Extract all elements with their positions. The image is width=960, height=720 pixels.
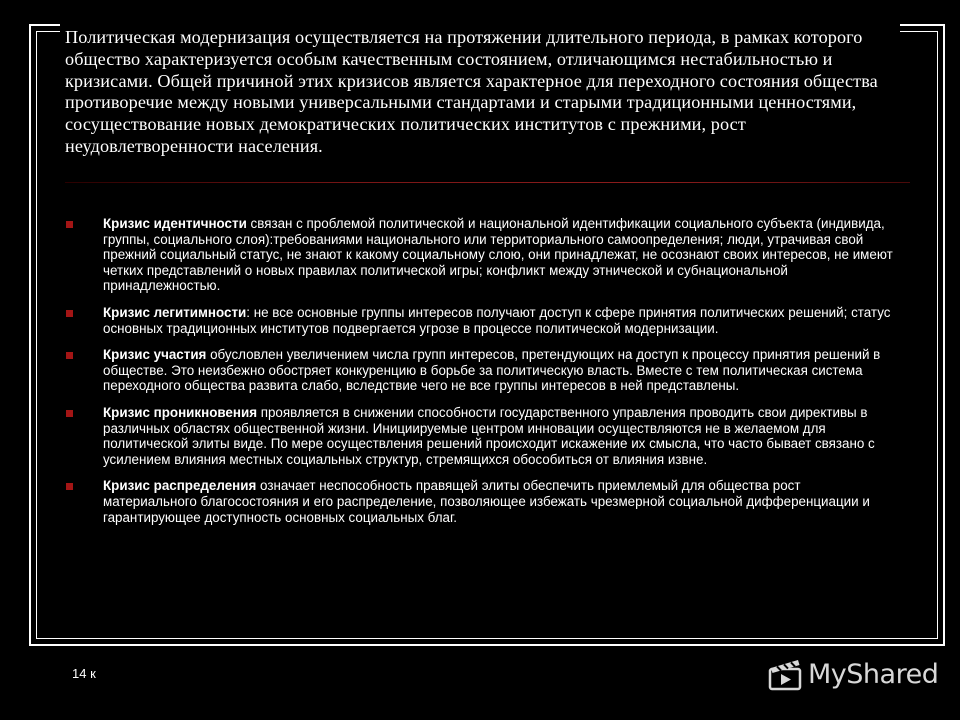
bullet-text: обусловлен увеличением числа групп интересов, претендующих на доступ к процессу принятия решений в обществе. Это неизбежно обостряет конкуренцию в борьбе за политическую власть. Вместе с тем политическая система переходного общества развита слабо, вследствие чего не все группы интересов в ней представлены. (103, 347, 881, 394)
slide-title: Политическая модернизация осуществляется на протяжении длительного периода, в рамках которого общество характеризуется особым качественным состоянием, отличающимся нестабильностью и кризисами. Общей причиной этих кризисов является характерное для переходного состояния общества противоречие между новыми универсальными стандартами и старыми традиционными ценностями, сосуществование новых демократических политических институтов с прежними, рост неудовлетворенности населения. (65, 27, 900, 158)
bullet-term: Кризис участия (103, 347, 207, 363)
square-bullet-icon (66, 352, 73, 359)
bullet-term: Кризис идентичности (103, 216, 247, 231)
bullet-text: : не все основные группы интересов получают доступ к сфере принятия политических решений; статус основных традиционных институтов подвергается угрозе в процессе политической модернизации. (103, 304, 891, 336)
square-bullet-icon (66, 310, 73, 317)
watermark-text: MyShared (808, 658, 939, 690)
square-bullet-icon (66, 221, 73, 228)
bullet-text: означает неспособность правящей элиты обеспечить приемлемый для общества рост материального благосостояния и его распределение, позволяющее избежать чрезмерной социальной дифференциации и гарантирующее доступность основных социальных благ. (103, 478, 870, 525)
square-bullet-icon (66, 410, 73, 417)
bullet-term: Кризис легитимности (103, 304, 247, 320)
bullet-item-distribution-crisis (66, 478, 898, 525)
square-bullet-icon (66, 483, 73, 490)
bullet-text: связан с проблемой политической и национальной идентификации социального субъекта (индивида, группы, социального слоя):требованиями национального или территориального самоопределения; люди, утрачивая свой прежний социальный статус, не знают к какому социальному слою, они принадлежат, не осознают своих интересов, не имеют четких представлений о новых правилах политической игры; конфликт между этнической и субнациональной принадлежностью. (103, 216, 893, 294)
film-clapper-icon (768, 657, 802, 691)
bullet-text: проявляется в снижении способности государственного управления проводить свои директивы в различных областях общественной жизни. Инициируемые центром инновации осуществляются не в желаемом для политической элиты виде. По мере осуществления решений происходит искажение их смысла, что часто бывает связано с усилением влияния местных социальных структур, стремящихся обособиться от влияния извне. (103, 404, 875, 467)
title-divider (65, 182, 910, 183)
slide-number: 14 к (72, 666, 96, 681)
bullet-term: Кризис распределения (103, 478, 257, 494)
bullet-item-legitimacy-crisis (66, 305, 898, 336)
bullet-list (66, 216, 898, 536)
bullet-item-participation-crisis (66, 347, 898, 394)
bullet-item-identity-crisis (66, 216, 898, 294)
bullet-item-penetration-crisis (66, 405, 898, 467)
watermark-logo[interactable] (768, 656, 938, 692)
bullet-term: Кризис проникновения (103, 404, 258, 420)
